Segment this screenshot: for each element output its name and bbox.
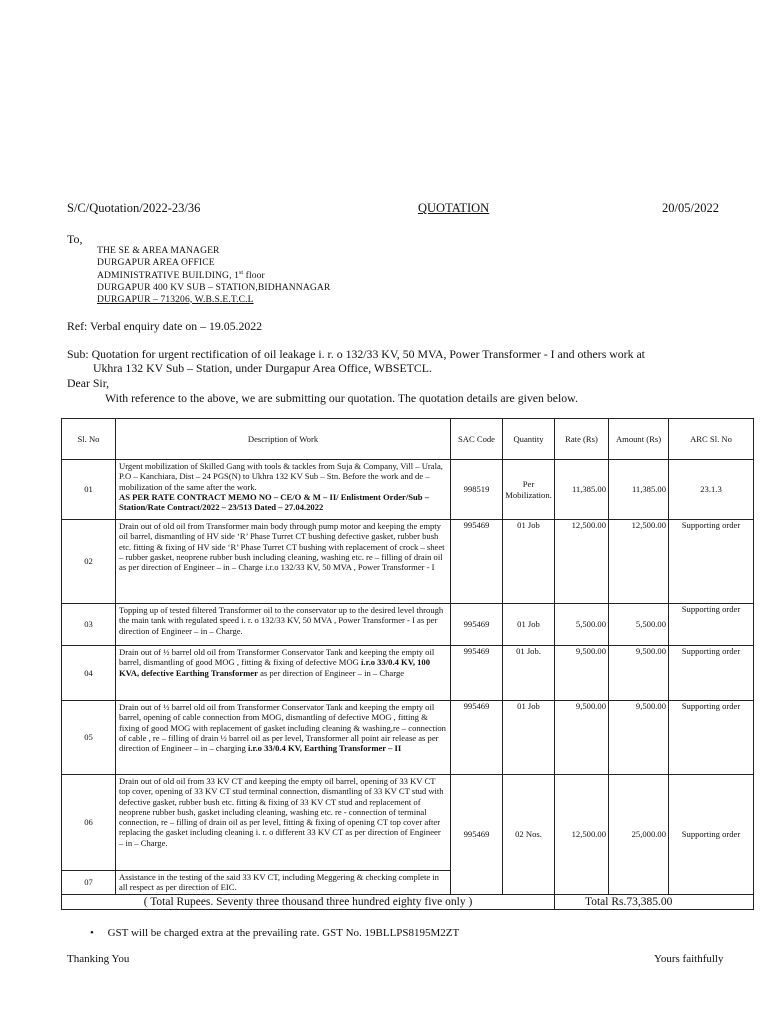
- row-sac: 995469: [451, 701, 503, 775]
- reference-line: Ref: Verbal enquiry date on – 19.05.2022: [67, 319, 263, 333]
- row-sac: 995469: [451, 604, 503, 646]
- row-quantity: 02 Nos.: [503, 775, 555, 895]
- row-description: Assistance in the testing of the said 33 KV CT, including Meggering & checking complete in all respect as per direction of EIC.: [116, 871, 451, 895]
- row-description: Urgent mobilization of Skilled Gang with tools & tackles from Suja & Company, Vill – Urala, P.O – Kanchiara, Dist – 24 PGS(N) to Ukhra 132 KV Sub – Stn. Before the work and de – mobilization of the same after the work. AS PER RATE CONTRACT MEMO NO – CE/O & M – II/ Enlistment Order/Sub – Station/Rate Contract/2022 – 23/513 Dated – 27.04.2022: [116, 460, 451, 520]
- row-description: Drain out of old oil from Transformer main body through pump motor and keeping the empty oil barrel, dismantling of HV side ‘R’ Phase Turret CT bushing defective gasket, rubber bush etc. fitting & fixing of HV side ‘R’ Phase Turret CT bushing with replacement of crock – sheet – rubber gasket, neoprene rubber bush including cleaning, washing etc. re – filling of drain oil as per direction of Engineer – in – Charge i.r.o 132/33 KV, 50 MVA , Power Transformer - I: [116, 520, 451, 604]
- header-rate: Rate (Rs): [555, 419, 609, 460]
- row-rate: 12,500.00: [555, 775, 609, 895]
- table-row: [62, 646, 754, 701]
- row-sl: 03: [62, 604, 116, 646]
- row-description: Topping up of tested filtered Transformer oil to the conservator up to the desired level through the main tank with regulated speed i. r. o 132/33 KV, 50 MVA , Power Transformer - I as per direction of Engineer – in – Charge.: [116, 604, 451, 646]
- row-amount: 11,385.00: [609, 460, 669, 520]
- row-sl: 06: [62, 775, 116, 871]
- address-line-1: THE SE & AREA MANAGER: [97, 245, 220, 256]
- row-amount: 25,000.00: [609, 775, 669, 895]
- quotation-table: [61, 418, 754, 910]
- subject-line-2: Ukhra 132 KV Sub – Station, under Durgapur Area Office, WBSETCL.: [93, 361, 432, 375]
- row-description: Drain out of old oil from 33 KV CT and keeping the empty oil barrel, opening of 33 KV CT top cover, opening of 33 KV CT stud terminal connection, dismantling of 33 KV CT stud with defective gasket, rubber bush etc. fitting & fixing of 33 KV CT stud and replacement of neoprene rubber bush, gasket including cleaning, washing etc. re - connection of terminal connection, re – filling of drain oil as per level, fitting & fixing of opening CT top cover after replacing the gasket including cleaning i. r. o different 33 KV CT as per direction of Engineer – in – Charge.: [116, 775, 451, 871]
- row-quantity: 01 Job: [503, 604, 555, 646]
- row-sl: 01: [62, 460, 116, 520]
- row-arc: Supporting order: [669, 775, 754, 895]
- row-sac: 995469: [451, 520, 503, 604]
- row-sl: 07: [62, 871, 116, 895]
- table-row: [62, 701, 754, 775]
- row-sl: 02: [62, 520, 116, 604]
- row-quantity: 01 Job: [503, 520, 555, 604]
- row-amount: 12,500.00: [609, 520, 669, 604]
- row-arc: Supporting order: [669, 604, 754, 646]
- total-amount: Total Rs.73,385.00: [555, 895, 754, 910]
- header-sl-no: Sl. No: [62, 419, 116, 460]
- address-line-4: DURGAPUR 400 KV SUB – STATION,BIDHANNAGAR: [97, 281, 331, 293]
- row-quantity: 01 Job.: [503, 646, 555, 701]
- recipient-address: [97, 245, 330, 305]
- total-in-words: ( Total Rupees. Seventy three thousand three hundred eighty five only ): [62, 895, 555, 910]
- row-sac: 998519: [451, 460, 503, 520]
- table-row: [62, 520, 754, 604]
- row-description: Drain out of ½ barrel old oil from Transformer Conservator Tank and keeping the empty oil barrel, opening of cable connection from MOG, dismantling of defective MOG , fitting & fixing of good MOG with replacement of gasket including cleaning & washing,re – connection of cable , re – filling of drain ½ barrel oil as per level, Transformer all point air release as per direction of Engineer – in – charging i.r.o 33/0.4 KV, Earthing Transformer – II: [116, 701, 451, 775]
- header-quantity: Quantity: [503, 419, 555, 460]
- row-amount: 9,500.00: [609, 646, 669, 701]
- row-amount: 9,500.00: [609, 701, 669, 775]
- address-line-3: ADMINISTRATIVE BUILDING, 1st floor: [97, 270, 265, 282]
- row-arc: Supporting order: [669, 646, 754, 701]
- quotation-date: 20/05/2022: [662, 201, 719, 215]
- subject-line-1: Sub: Quotation for urgent rectification of oil leakage i. r. o 132/33 KV, 50 MVA, Power Transformer - I and others work at: [67, 347, 645, 361]
- header-description: Description of Work: [116, 419, 451, 460]
- row-arc: Supporting order: [669, 520, 754, 604]
- row-sl: 05: [62, 701, 116, 775]
- row-arc: Supporting order: [669, 701, 754, 775]
- row-quantity: Per Mobilization.: [503, 460, 555, 520]
- row-quantity: 01 Job: [503, 701, 555, 775]
- row-sac: 995469: [451, 646, 503, 701]
- row-amount: 5,500.00: [609, 604, 669, 646]
- row-description: Drain out of ½ barrel old oil from Transformer Conservator Tank and keeping the empty oil barrel, dismantling of good MOG , fitting & fixing of defective MOG i.r.o 33/0.4 KV, 100 KVA, defective Earthing Transformer as per direction of Engineer – in – Charge: [116, 646, 451, 701]
- row-rate: 9,500.00: [555, 646, 609, 701]
- document-title: QUOTATION: [418, 201, 490, 215]
- header-amount: Amount (Rs): [609, 419, 669, 460]
- row-sac: 995469: [451, 775, 503, 895]
- table-row: [62, 460, 754, 520]
- row-sl: 04: [62, 646, 116, 701]
- bullet-icon: •: [90, 927, 94, 939]
- dear-sir: Dear Sir,: [67, 376, 110, 390]
- header-sac-code: SAC Code: [451, 419, 503, 460]
- table-row: [62, 604, 754, 646]
- gst-note: • GST will be charged extra at the prevailing rate. GST No. 19BLLPS8195M2ZT: [90, 927, 460, 939]
- row-arc: 23.1.3: [669, 460, 754, 520]
- salutation-to: To,: [67, 232, 83, 246]
- header-arc-sl-no: ARC Sl. No: [669, 419, 754, 460]
- closing-thanks: Thanking You: [67, 953, 130, 965]
- table-header-row: [62, 419, 754, 460]
- closing-yours-faithfully: Yours faithfully: [654, 953, 724, 965]
- quotation-reference-number: S/C/Quotation/2022-23/36: [67, 201, 201, 215]
- intro-paragraph: With reference to the above, we are submitting our quotation. The quotation details are given below.: [105, 391, 578, 405]
- row-rate: 12,500.00: [555, 520, 609, 604]
- table-row: [62, 775, 754, 871]
- row-rate: 11,385.00: [555, 460, 609, 520]
- total-row: [62, 895, 754, 910]
- row-rate: 9,500.00: [555, 701, 609, 775]
- address-line-5: DURGAPUR – 713206, W.B.S.E.T.C.L: [97, 293, 254, 305]
- row-rate: 5,500.00: [555, 604, 609, 646]
- address-line-2: DURGAPUR AREA OFFICE: [97, 256, 215, 268]
